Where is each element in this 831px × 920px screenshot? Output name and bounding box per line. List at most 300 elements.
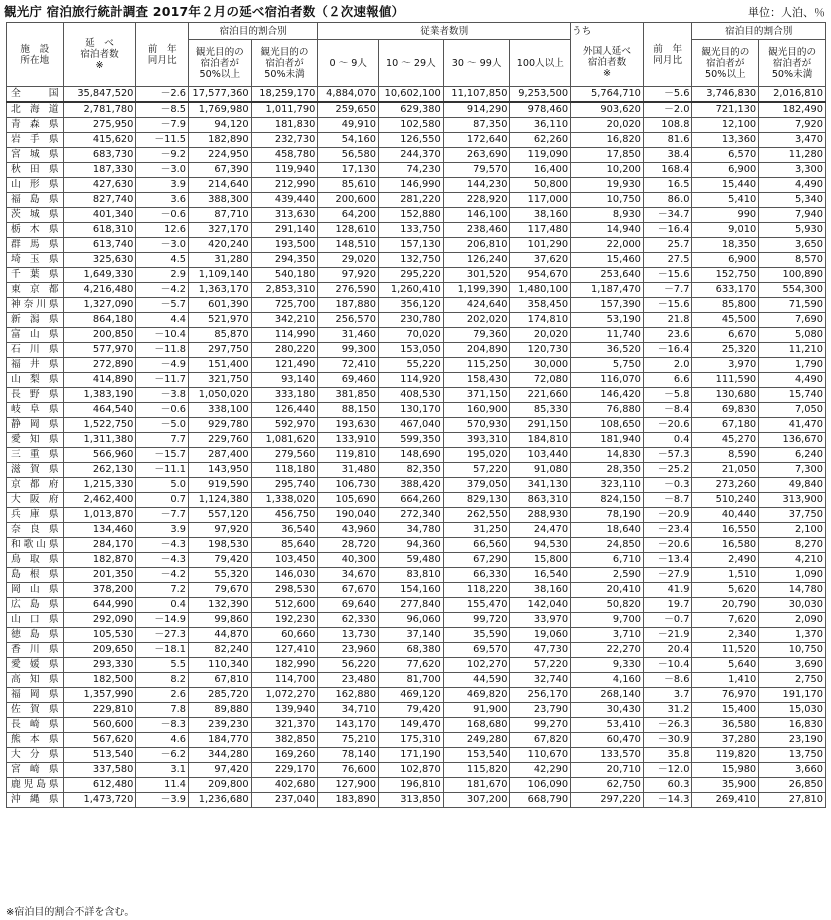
cell-foreign-yoy: －27.9: [643, 568, 692, 583]
cell-emp-30-99: 228,920: [443, 193, 510, 208]
cell-foreign-guests: 28,350: [571, 463, 644, 478]
cell-emp-100-plus: 117,000: [510, 193, 571, 208]
cell-tourism-50-under: 313,630: [251, 208, 318, 223]
cell-tourism-50-under: 458,780: [251, 148, 318, 163]
header-tourism-50-over: 観光目的の 宿泊者が 50%以上: [188, 40, 251, 87]
cell-emp-30-99: 168,680: [443, 718, 510, 733]
cell-prefecture: 高知県: [7, 673, 64, 688]
cell-emp-0-9: 183,890: [318, 793, 379, 808]
cell-yoy: －3.8: [136, 388, 189, 403]
cell-tourism-50-under: 540,180: [251, 268, 318, 283]
cell-total-guests: 229,810: [63, 703, 136, 718]
cell-foreign-50-under: 14,780: [759, 583, 826, 598]
cell-emp-100-plus: 94,530: [510, 538, 571, 553]
table-row: [7, 493, 826, 508]
cell-prefecture: 東京都: [7, 283, 64, 298]
cell-yoy: －2.6: [136, 87, 189, 103]
cell-emp-100-plus: 37,620: [510, 253, 571, 268]
cell-emp-10-29: 149,470: [379, 718, 444, 733]
cell-prefecture: 山梨県: [7, 373, 64, 388]
cell-emp-10-29: 34,780: [379, 523, 444, 538]
table-row: [7, 598, 826, 613]
cell-prefecture: 千葉県: [7, 268, 64, 283]
cell-emp-0-9: 119,810: [318, 448, 379, 463]
table-row: [7, 583, 826, 598]
cell-emp-100-plus: 91,080: [510, 463, 571, 478]
cell-foreign-50-over: 76,970: [692, 688, 759, 703]
cell-total-guests: 567,620: [63, 733, 136, 748]
cell-total-guests: 577,970: [63, 343, 136, 358]
cell-foreign-50-over: 45,270: [692, 433, 759, 448]
cell-yoy: －10.4: [136, 328, 189, 343]
cell-tourism-50-over: 929,780: [188, 418, 251, 433]
cell-tourism-50-under: 295,740: [251, 478, 318, 493]
cell-total-guests: 612,480: [63, 778, 136, 793]
cell-foreign-50-under: 6,240: [759, 448, 826, 463]
cell-foreign-yoy: 41.9: [643, 583, 692, 598]
cell-foreign-50-under: 2,090: [759, 613, 826, 628]
cell-yoy: 8.2: [136, 673, 189, 688]
cell-total-guests: 284,170: [63, 538, 136, 553]
page-title: 観光庁 宿泊旅行統計調査 2017年２月の延べ宿泊者数（２次速報値）: [4, 4, 405, 19]
cell-total-guests: 337,580: [63, 763, 136, 778]
cell-emp-30-99: 79,360: [443, 328, 510, 343]
cell-yoy: 2.6: [136, 688, 189, 703]
cell-total-guests: 134,460: [63, 523, 136, 538]
cell-total-guests: 1,215,330: [63, 478, 136, 493]
cell-emp-10-29: 356,120: [379, 298, 444, 313]
cell-tourism-50-over: 239,230: [188, 718, 251, 733]
cell-tourism-50-over: 297,750: [188, 343, 251, 358]
cell-emp-10-29: 148,690: [379, 448, 444, 463]
header-emp-30-99: 30 ～ 99人: [443, 40, 510, 87]
cell-emp-30-99: 126,240: [443, 253, 510, 268]
cell-foreign-50-over: 119,820: [692, 748, 759, 763]
cell-emp-0-9: 4,884,070: [318, 87, 379, 103]
cell-tourism-50-over: 214,640: [188, 178, 251, 193]
cell-yoy: 3.9: [136, 178, 189, 193]
cell-yoy: 7.2: [136, 583, 189, 598]
cell-emp-10-29: 132,750: [379, 253, 444, 268]
cell-prefecture: 滋賀県: [7, 463, 64, 478]
cell-foreign-50-under: 2,016,810: [759, 87, 826, 103]
cell-prefecture: 全 国: [7, 87, 64, 103]
cell-foreign-50-under: 3,690: [759, 658, 826, 673]
cell-foreign-guests: 10,200: [571, 163, 644, 178]
cell-yoy: －3.9: [136, 793, 189, 808]
cell-emp-0-9: 76,600: [318, 763, 379, 778]
cell-tourism-50-under: 1,011,790: [251, 102, 318, 118]
cell-prefecture: 徳島県: [7, 628, 64, 643]
cell-emp-10-29: 102,870: [379, 763, 444, 778]
cell-emp-0-9: 85,610: [318, 178, 379, 193]
cell-emp-100-plus: 110,670: [510, 748, 571, 763]
header-employees-group: 従業者数別: [318, 23, 571, 40]
cell-emp-100-plus: 863,310: [510, 493, 571, 508]
cell-emp-100-plus: 30,000: [510, 358, 571, 373]
cell-yoy: 3.1: [136, 763, 189, 778]
cell-emp-100-plus: 42,290: [510, 763, 571, 778]
cell-prefecture: 岐阜県: [7, 403, 64, 418]
cell-tourism-50-under: 456,750: [251, 508, 318, 523]
cell-foreign-guests: 19,930: [571, 178, 644, 193]
cell-foreign-50-over: 5,410: [692, 193, 759, 208]
header-prefecture: 施 設 所在地: [7, 23, 64, 87]
cell-tourism-50-over: 1,769,980: [188, 102, 251, 118]
cell-tourism-50-under: 237,040: [251, 793, 318, 808]
cell-prefecture: 広島県: [7, 598, 64, 613]
cell-yoy: 4.4: [136, 313, 189, 328]
cell-foreign-yoy: 16.5: [643, 178, 692, 193]
cell-foreign-yoy: 27.5: [643, 253, 692, 268]
table-row: [7, 163, 826, 178]
cell-yoy: －8.5: [136, 102, 189, 118]
cell-emp-100-plus: 16,400: [510, 163, 571, 178]
cell-prefecture: 山形県: [7, 178, 64, 193]
cell-foreign-yoy: 31.2: [643, 703, 692, 718]
cell-tourism-50-under: 279,560: [251, 448, 318, 463]
cell-yoy: －4.9: [136, 358, 189, 373]
table-row: [7, 433, 826, 448]
cell-foreign-50-over: 2,340: [692, 628, 759, 643]
cell-emp-0-9: 127,900: [318, 778, 379, 793]
cell-emp-10-29: 102,580: [379, 118, 444, 133]
cell-emp-10-29: 154,160: [379, 583, 444, 598]
cell-tourism-50-under: 382,850: [251, 733, 318, 748]
cell-emp-10-29: 79,420: [379, 703, 444, 718]
cell-foreign-50-over: 3,746,830: [692, 87, 759, 103]
cell-yoy: 3.9: [136, 523, 189, 538]
cell-emp-0-9: 190,040: [318, 508, 379, 523]
cell-tourism-50-over: 87,710: [188, 208, 251, 223]
cell-yoy: －7.7: [136, 508, 189, 523]
cell-emp-0-9: 69,460: [318, 373, 379, 388]
cell-emp-100-plus: 142,040: [510, 598, 571, 613]
cell-emp-100-plus: 62,260: [510, 133, 571, 148]
cell-emp-100-plus: 256,170: [510, 688, 571, 703]
cell-emp-30-99: 146,100: [443, 208, 510, 223]
table-row: [7, 538, 826, 553]
cell-total-guests: 187,330: [63, 163, 136, 178]
cell-emp-30-99: 35,590: [443, 628, 510, 643]
table-row: [7, 343, 826, 358]
cell-foreign-yoy: －2.0: [643, 102, 692, 118]
table-row: [7, 253, 826, 268]
cell-foreign-50-under: 3,660: [759, 763, 826, 778]
statistics-table: [6, 22, 826, 808]
cell-yoy: －11.5: [136, 133, 189, 148]
cell-emp-10-29: 10,602,100: [379, 87, 444, 103]
cell-emp-30-99: 371,150: [443, 388, 510, 403]
cell-foreign-guests: 5,750: [571, 358, 644, 373]
table-row: [7, 523, 826, 538]
cell-foreign-yoy: 2.0: [643, 358, 692, 373]
cell-foreign-yoy: 0.4: [643, 433, 692, 448]
cell-foreign-50-under: 11,210: [759, 343, 826, 358]
cell-foreign-50-under: 7,690: [759, 313, 826, 328]
cell-tourism-50-under: 321,370: [251, 718, 318, 733]
cell-tourism-50-under: 60,660: [251, 628, 318, 643]
cell-foreign-50-over: 21,050: [692, 463, 759, 478]
cell-prefecture: 青森県: [7, 118, 64, 133]
cell-foreign-guests: 53,410: [571, 718, 644, 733]
cell-emp-100-plus: 20,020: [510, 328, 571, 343]
cell-foreign-50-under: 30,030: [759, 598, 826, 613]
cell-total-guests: 566,960: [63, 448, 136, 463]
cell-total-guests: 1,473,720: [63, 793, 136, 808]
cell-foreign-50-under: 2,100: [759, 523, 826, 538]
cell-emp-0-9: 34,670: [318, 568, 379, 583]
cell-emp-0-9: 23,960: [318, 643, 379, 658]
cell-foreign-yoy: 38.4: [643, 148, 692, 163]
cell-emp-0-9: 148,510: [318, 238, 379, 253]
cell-foreign-50-over: 130,680: [692, 388, 759, 403]
table-row: [7, 87, 826, 103]
cell-foreign-50-under: 26,850: [759, 778, 826, 793]
cell-emp-0-9: 23,480: [318, 673, 379, 688]
cell-prefecture: 鳥取県: [7, 553, 64, 568]
cell-tourism-50-over: 55,320: [188, 568, 251, 583]
cell-tourism-50-over: 182,890: [188, 133, 251, 148]
table-row: [7, 298, 826, 313]
cell-emp-10-29: 467,040: [379, 418, 444, 433]
cell-foreign-50-over: 25,320: [692, 343, 759, 358]
cell-yoy: 3.6: [136, 193, 189, 208]
cell-foreign-yoy: －10.4: [643, 658, 692, 673]
header-foreign-50-over: 観光目的の 宿泊者が 50%以上: [692, 40, 759, 87]
cell-tourism-50-over: 521,970: [188, 313, 251, 328]
cell-emp-10-29: 152,880: [379, 208, 444, 223]
cell-foreign-guests: 1,187,470: [571, 283, 644, 298]
cell-prefecture: 大阪府: [7, 493, 64, 508]
cell-yoy: 0.7: [136, 493, 189, 508]
cell-tourism-50-under: 36,540: [251, 523, 318, 538]
cell-foreign-yoy: －21.9: [643, 628, 692, 643]
cell-tourism-50-under: 512,600: [251, 598, 318, 613]
cell-emp-0-9: 193,630: [318, 418, 379, 433]
cell-foreign-50-over: 69,830: [692, 403, 759, 418]
cell-total-guests: 272,890: [63, 358, 136, 373]
table-row: [7, 553, 826, 568]
cell-emp-100-plus: 291,150: [510, 418, 571, 433]
cell-total-guests: 401,340: [63, 208, 136, 223]
cell-emp-30-99: 206,810: [443, 238, 510, 253]
cell-emp-0-9: 49,910: [318, 118, 379, 133]
cell-emp-30-99: 66,560: [443, 538, 510, 553]
cell-tourism-50-over: 82,240: [188, 643, 251, 658]
cell-emp-0-9: 78,140: [318, 748, 379, 763]
cell-foreign-50-under: 100,890: [759, 268, 826, 283]
cell-emp-30-99: 158,430: [443, 373, 510, 388]
cell-yoy: －11.8: [136, 343, 189, 358]
cell-foreign-yoy: －20.9: [643, 508, 692, 523]
table-row: [7, 223, 826, 238]
cell-total-guests: 182,500: [63, 673, 136, 688]
table-row: [7, 643, 826, 658]
table-row: [7, 658, 826, 673]
cell-emp-30-99: 44,590: [443, 673, 510, 688]
cell-yoy: 5.0: [136, 478, 189, 493]
cell-yoy: －3.0: [136, 238, 189, 253]
cell-foreign-guests: 824,150: [571, 493, 644, 508]
cell-tourism-50-over: 85,870: [188, 328, 251, 343]
cell-prefecture: 福島県: [7, 193, 64, 208]
cell-foreign-yoy: 19.7: [643, 598, 692, 613]
cell-yoy: －4.3: [136, 538, 189, 553]
cell-emp-0-9: 54,160: [318, 133, 379, 148]
cell-emp-10-29: 230,780: [379, 313, 444, 328]
cell-emp-100-plus: 174,810: [510, 313, 571, 328]
cell-prefecture: 島根県: [7, 568, 64, 583]
cell-emp-10-29: 68,380: [379, 643, 444, 658]
cell-foreign-yoy: －26.3: [643, 718, 692, 733]
cell-prefecture: 三重県: [7, 448, 64, 463]
cell-emp-100-plus: 23,790: [510, 703, 571, 718]
cell-emp-10-29: 313,850: [379, 793, 444, 808]
cell-foreign-50-over: 40,440: [692, 508, 759, 523]
cell-foreign-yoy: －5.8: [643, 388, 692, 403]
cell-tourism-50-under: 2,853,310: [251, 283, 318, 298]
cell-foreign-yoy: －57.3: [643, 448, 692, 463]
cell-emp-10-29: 81,700: [379, 673, 444, 688]
cell-emp-100-plus: 117,480: [510, 223, 571, 238]
cell-emp-30-99: 102,270: [443, 658, 510, 673]
cell-foreign-50-over: 9,010: [692, 223, 759, 238]
cell-foreign-50-under: 13,750: [759, 748, 826, 763]
table-row: [7, 328, 826, 343]
cell-foreign-yoy: －12.0: [643, 763, 692, 778]
cell-foreign-guests: 53,190: [571, 313, 644, 328]
cell-emp-10-29: 130,170: [379, 403, 444, 418]
cell-tourism-50-over: 1,124,380: [188, 493, 251, 508]
header-foreign-guests: 外国人延べ 宿泊者数 ※: [571, 40, 644, 87]
cell-emp-10-29: 83,810: [379, 568, 444, 583]
cell-emp-30-99: 570,930: [443, 418, 510, 433]
table-row: [7, 403, 826, 418]
cell-emp-0-9: 56,220: [318, 658, 379, 673]
cell-total-guests: 427,630: [63, 178, 136, 193]
cell-emp-0-9: 67,670: [318, 583, 379, 598]
cell-prefecture: 京都府: [7, 478, 64, 493]
cell-total-guests: 1,327,090: [63, 298, 136, 313]
header-emp-0-9: 0 ～ 9人: [318, 40, 379, 87]
cell-emp-100-plus: 119,090: [510, 148, 571, 163]
cell-foreign-yoy: －20.6: [643, 418, 692, 433]
cell-emp-100-plus: 99,270: [510, 718, 571, 733]
cell-foreign-guests: 6,710: [571, 553, 644, 568]
cell-foreign-50-over: 15,400: [692, 703, 759, 718]
cell-tourism-50-under: 181,830: [251, 118, 318, 133]
cell-emp-0-9: 69,640: [318, 598, 379, 613]
table-row: [7, 358, 826, 373]
cell-emp-10-29: 82,350: [379, 463, 444, 478]
cell-emp-30-99: 424,640: [443, 298, 510, 313]
cell-yoy: 11.4: [136, 778, 189, 793]
cell-total-guests: 513,540: [63, 748, 136, 763]
cell-foreign-50-over: 7,620: [692, 613, 759, 628]
cell-emp-100-plus: 36,110: [510, 118, 571, 133]
cell-foreign-guests: 253,640: [571, 268, 644, 283]
cell-emp-100-plus: 15,800: [510, 553, 571, 568]
cell-foreign-50-over: 6,670: [692, 328, 759, 343]
cell-foreign-50-over: 67,180: [692, 418, 759, 433]
cell-foreign-50-over: 6,570: [692, 148, 759, 163]
cell-foreign-50-over: 8,590: [692, 448, 759, 463]
cell-foreign-50-under: 15,030: [759, 703, 826, 718]
table-body: [7, 87, 826, 808]
cell-foreign-50-under: 191,170: [759, 688, 826, 703]
cell-foreign-50-over: 85,800: [692, 298, 759, 313]
cell-total-guests: 560,600: [63, 718, 136, 733]
cell-emp-100-plus: 33,970: [510, 613, 571, 628]
cell-foreign-guests: 5,764,710: [571, 87, 644, 103]
cell-foreign-guests: 62,750: [571, 778, 644, 793]
cell-tourism-50-under: 118,180: [251, 463, 318, 478]
cell-tourism-50-over: 285,720: [188, 688, 251, 703]
cell-foreign-50-over: 15,440: [692, 178, 759, 193]
cell-tourism-50-under: 280,220: [251, 343, 318, 358]
table-row: [7, 283, 826, 298]
cell-tourism-50-over: 1,050,020: [188, 388, 251, 403]
cell-foreign-50-over: 20,790: [692, 598, 759, 613]
cell-foreign-50-under: 2,750: [759, 673, 826, 688]
cell-emp-100-plus: 221,660: [510, 388, 571, 403]
cell-foreign-50-over: 273,260: [692, 478, 759, 493]
cell-foreign-guests: 17,850: [571, 148, 644, 163]
cell-foreign-guests: 297,220: [571, 793, 644, 808]
cell-foreign-guests: 20,020: [571, 118, 644, 133]
cell-tourism-50-under: 146,030: [251, 568, 318, 583]
cell-emp-10-29: 469,120: [379, 688, 444, 703]
cell-emp-100-plus: 57,220: [510, 658, 571, 673]
cell-emp-30-99: 31,250: [443, 523, 510, 538]
cell-emp-10-29: 153,050: [379, 343, 444, 358]
cell-tourism-50-over: 97,420: [188, 763, 251, 778]
cell-emp-30-99: 262,550: [443, 508, 510, 523]
cell-tourism-50-under: 126,440: [251, 403, 318, 418]
table-row: [7, 418, 826, 433]
cell-foreign-yoy: 3.7: [643, 688, 692, 703]
cell-total-guests: 1,383,190: [63, 388, 136, 403]
cell-emp-10-29: 244,370: [379, 148, 444, 163]
cell-emp-10-29: 114,920: [379, 373, 444, 388]
cell-emp-10-29: 70,020: [379, 328, 444, 343]
cell-prefecture: 岡山県: [7, 583, 64, 598]
cell-tourism-50-over: 1,363,170: [188, 283, 251, 298]
cell-tourism-50-under: 212,990: [251, 178, 318, 193]
cell-foreign-50-over: 510,240: [692, 493, 759, 508]
cell-foreign-yoy: －0.7: [643, 613, 692, 628]
cell-foreign-yoy: －5.6: [643, 87, 692, 103]
cell-tourism-50-under: 114,990: [251, 328, 318, 343]
cell-emp-0-9: 75,210: [318, 733, 379, 748]
cell-emp-0-9: 259,650: [318, 102, 379, 118]
cell-foreign-yoy: －8.4: [643, 403, 692, 418]
cell-tourism-50-over: 132,390: [188, 598, 251, 613]
cell-tourism-50-over: 224,950: [188, 148, 251, 163]
cell-emp-0-9: 34,710: [318, 703, 379, 718]
cell-emp-0-9: 31,480: [318, 463, 379, 478]
cell-emp-30-99: 263,690: [443, 148, 510, 163]
cell-emp-30-99: 67,290: [443, 553, 510, 568]
cell-emp-10-29: 664,260: [379, 493, 444, 508]
cell-foreign-50-over: 35,900: [692, 778, 759, 793]
cell-total-guests: 1,311,380: [63, 433, 136, 448]
cell-foreign-yoy: －30.9: [643, 733, 692, 748]
cell-emp-30-99: 379,050: [443, 478, 510, 493]
cell-foreign-50-over: 6,900: [692, 163, 759, 178]
cell-yoy: －4.3: [136, 553, 189, 568]
